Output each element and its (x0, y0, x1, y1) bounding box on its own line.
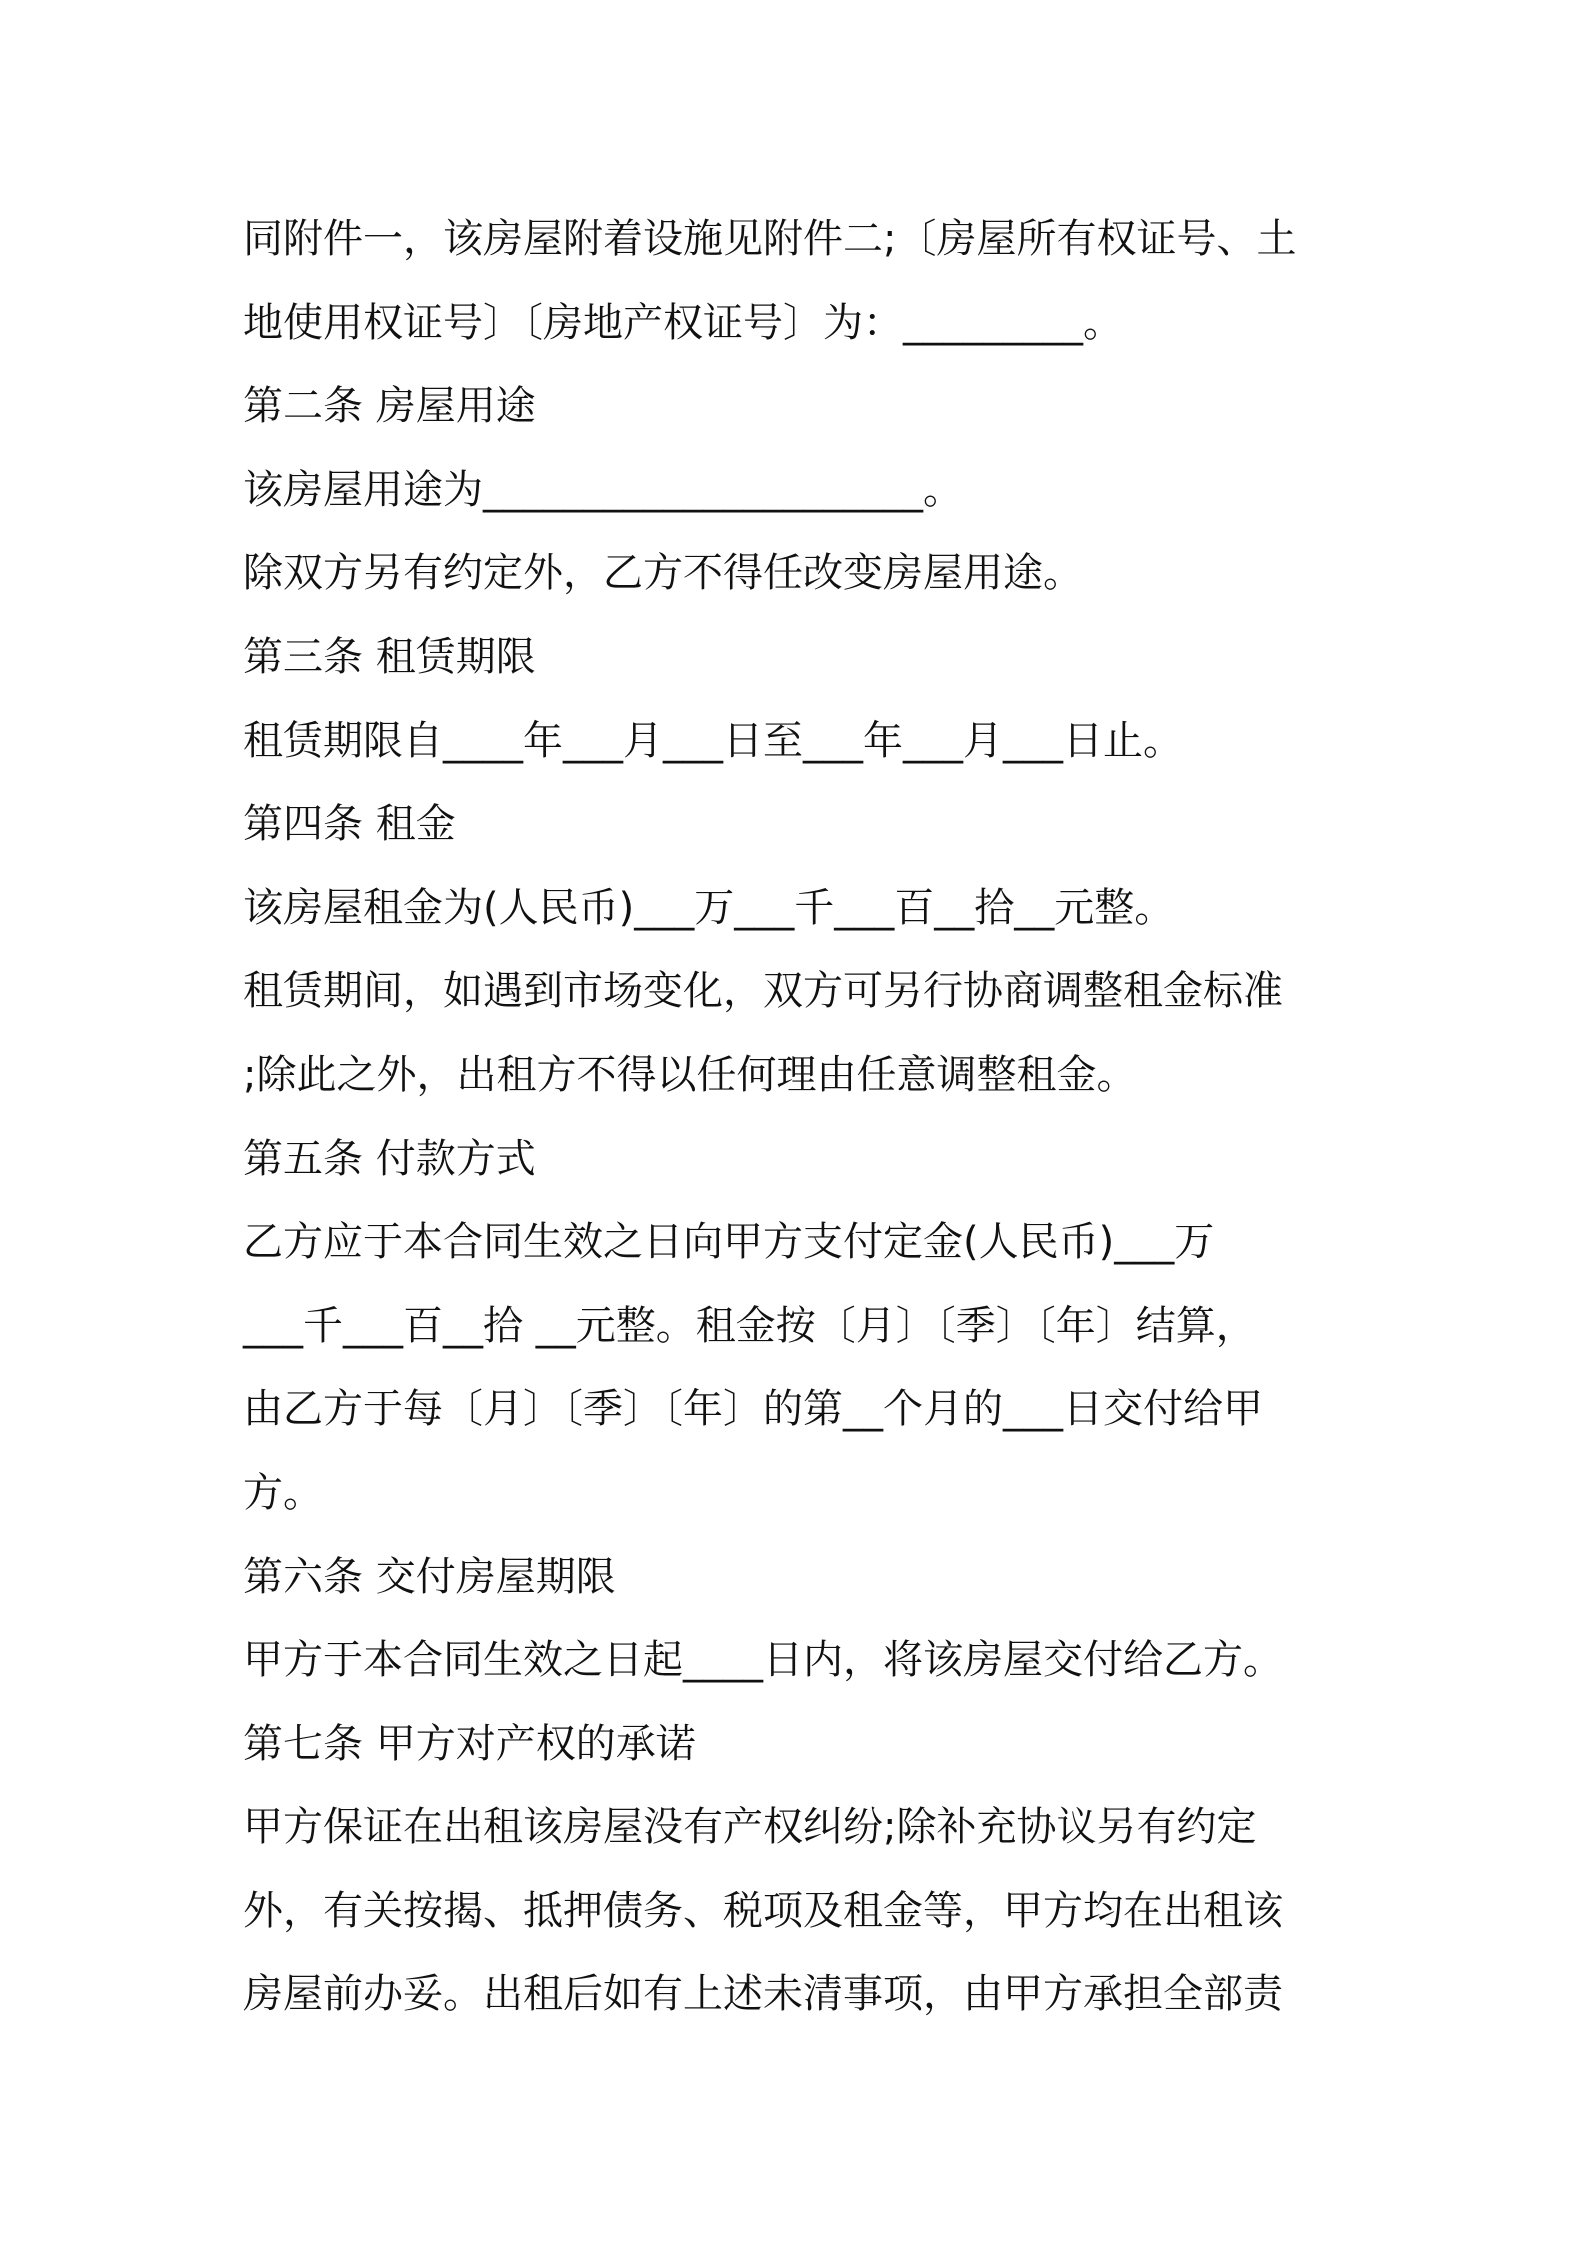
article-heading: 第四条 租金 (243, 801, 456, 848)
text-line: 地使用权证号〕〔房地产权证号〕为：_________。 (243, 299, 1123, 346)
text-line: 该房屋用途为______________________。 (243, 466, 963, 513)
text-line: 方。 (243, 1469, 323, 1516)
text-line: 乙方应于本合同生效之日向甲方支付定金(人民币)___万 (243, 1219, 1215, 1266)
article-heading: 第六条 交付房屋期限 (243, 1553, 616, 1600)
article-heading: 第五条 付款方式 (243, 1135, 536, 1182)
text-line: 甲方保证在出租该房屋没有产权纠纷;除补充协议另有约定 (243, 1804, 1257, 1851)
article-heading: 第三条 租赁期限 (243, 633, 536, 680)
article-heading: 第七条 甲方对产权的承诺 (243, 1720, 696, 1767)
article-heading: 第二条 房屋用途 (243, 383, 536, 430)
text-line: ;除此之外，出租方不得以任何理由任意调整租金。 (243, 1051, 1137, 1098)
text-line: 房屋前办妥。出租后如有上述未清事项，由甲方承担全部责 (243, 1971, 1283, 2018)
text-line: ___千___百__拾 __元整。租金按〔月〕〔季〕〔年〕结算， (243, 1302, 1256, 1349)
contract-text (243, 198, 1373, 2037)
text-line: 除双方另有约定外，乙方不得任改变房屋用途。 (243, 550, 1083, 597)
text-line: 租赁期间，如遇到市场变化，双方可另行协商调整租金标准 (243, 968, 1283, 1015)
text-line: 由乙方于每〔月〕〔季〕〔年〕的第__个月的___日交付给甲 (243, 1386, 1263, 1433)
text-line: 外，有关按揭、抵押债务、税项及租金等，甲方均在出租该 (243, 1887, 1283, 1934)
text-line: 该房屋租金为(人民币)___万___千___百__拾__元整。 (243, 884, 1175, 931)
text-line: 同附件一，该房屋附着设施见附件二;〔房屋所有权证号、土 (243, 216, 1297, 262)
text-line: 租赁期限自____年___月___日至___年___月___日止。 (243, 717, 1183, 764)
text-line: 甲方于本合同生效之日起____日内，将该房屋交付给乙方。 (243, 1637, 1283, 1684)
